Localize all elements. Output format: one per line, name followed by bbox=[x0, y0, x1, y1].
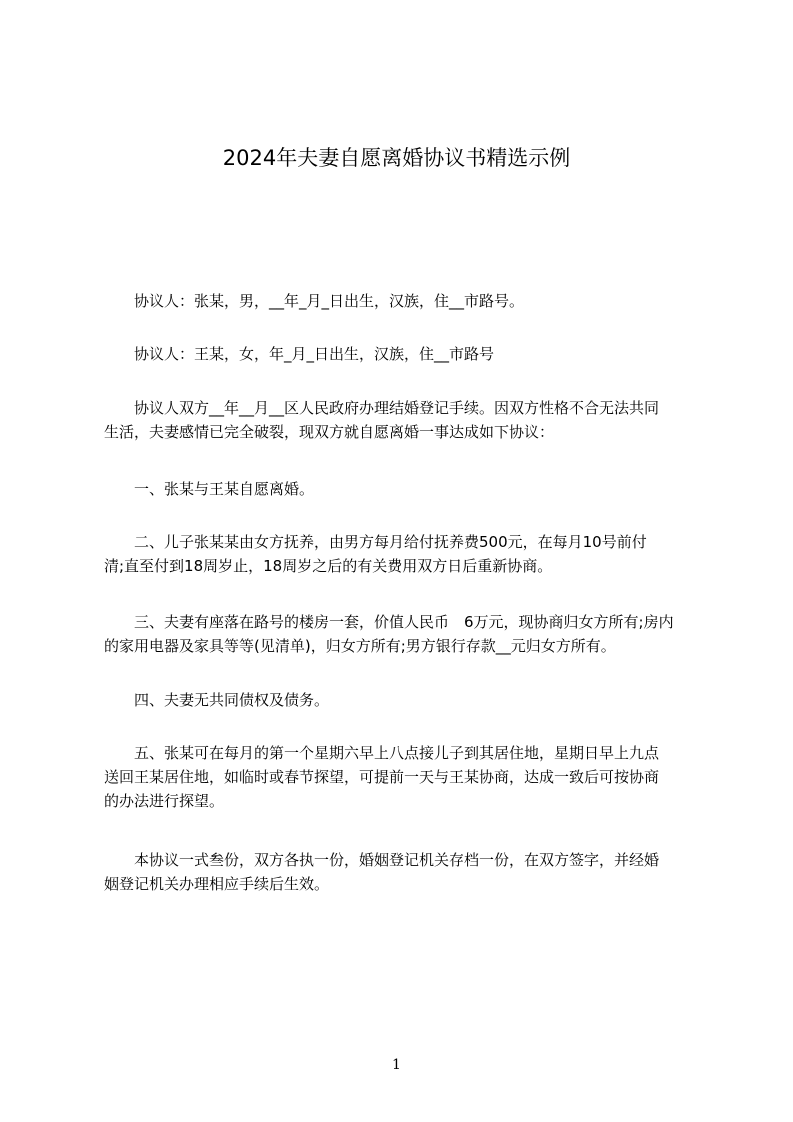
paragraph-line: 送回王某居住地，如临时或春节探望，可提前一天与王某协商，达成一致后可按协商 bbox=[104, 768, 660, 786]
paragraph-line: 姻登记机关办理相应手续后生效。 bbox=[104, 875, 330, 893]
paragraph-line: 五、张某可在每月的第一个星期六早上八点接儿子到其居住地，星期日早上九点 bbox=[104, 744, 660, 762]
paragraph-line: 协议人：王某，女，年_月_日出生，汉族，住__市路号 bbox=[104, 345, 495, 363]
paragraph-closing bbox=[104, 848, 704, 896]
paragraph-clause-3 bbox=[104, 610, 704, 658]
paragraph-line: 三、夫妻有座落在路号的楼房一套，价值人民币 6万元，现协商归女方所有;房内 bbox=[104, 613, 674, 631]
paragraph-clause-1 bbox=[104, 477, 704, 501]
paragraph-line: 一、张某与王某自愿离婚。 bbox=[104, 480, 315, 498]
paragraph-clause-4 bbox=[104, 688, 704, 712]
document-title: 2024年夫妻自愿离婚协议书精选示例 bbox=[222, 146, 571, 170]
paragraph-line: 协议人双方__年__月__区人民政府办理结婚登记手续。因双方性格不合无法共同 bbox=[104, 399, 660, 417]
paragraph-line: 清;直至付到18周岁止，18周岁之后的有关费用双方日后重新协商。 bbox=[104, 557, 553, 575]
paragraph-preamble bbox=[104, 396, 704, 444]
paragraph-line: 生活，夫妻感情已完全破裂，现双方就自愿离婚一事达成如下协议： bbox=[104, 423, 555, 441]
paragraph-line: 的办法进行探望。 bbox=[104, 792, 225, 810]
paragraph-party-a bbox=[104, 289, 704, 313]
paragraph-line: 四、夫妻无共同债权及债务。 bbox=[104, 691, 330, 709]
paragraph-line: 协议人：张某，男，__年_月_日出生，汉族，住__市路号。 bbox=[104, 292, 525, 310]
paragraph-line: 的家用电器及家具等等(见清单)，归女方所有;男方银行存款__元归女方所有。 bbox=[104, 637, 616, 655]
paragraph-party-b bbox=[104, 342, 704, 366]
paragraph-clause-5 bbox=[104, 741, 704, 813]
paragraph-line: 二、儿子张某某由女方抚养，由男方每月给付抚养费500元，在每月10号前付 bbox=[104, 533, 647, 551]
paragraph-clause-2 bbox=[104, 530, 704, 578]
paragraph-line: 本协议一式叁份，双方各执一份，婚姻登记机关存档一份，在双方签字，并经婚 bbox=[104, 851, 660, 869]
page-number: 1 bbox=[392, 1057, 401, 1073]
